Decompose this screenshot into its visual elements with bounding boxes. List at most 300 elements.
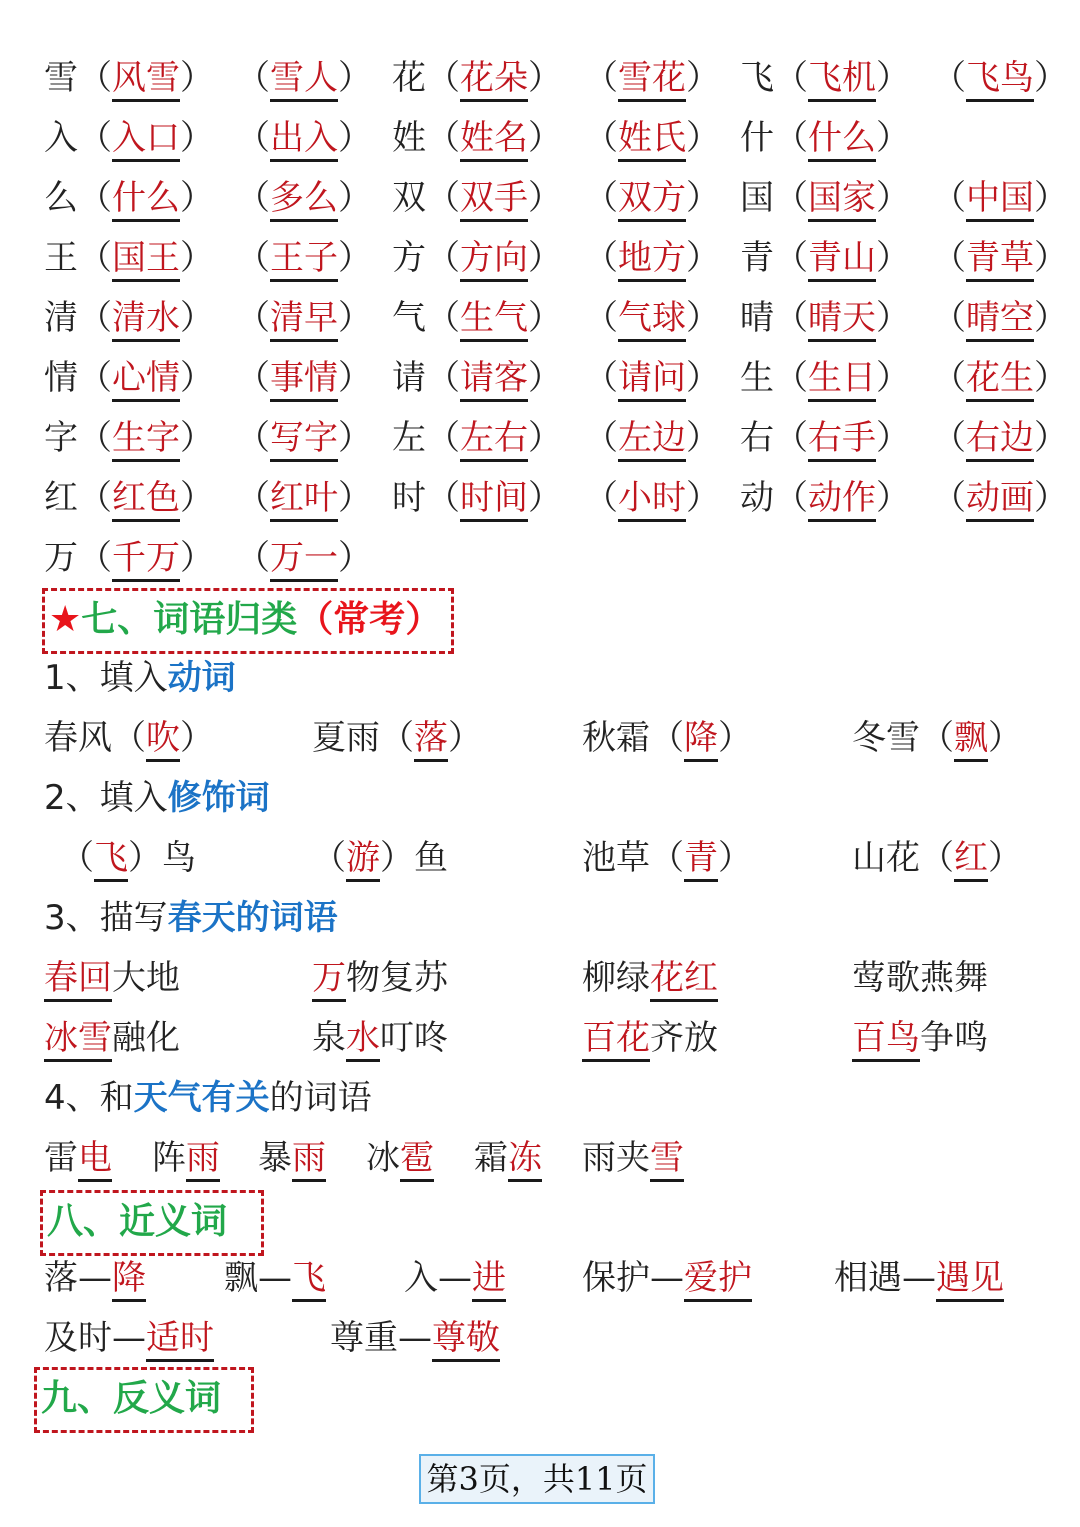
section-7-title: 七、词语归类 — [81, 599, 298, 640]
paren: （ — [426, 358, 460, 398]
spring-phrase — [44, 1008, 180, 1068]
paren: ） — [338, 118, 372, 158]
answer-word: 飞 — [94, 838, 128, 882]
character-entry — [392, 468, 562, 528]
character-entry — [44, 168, 214, 228]
character-entry-second — [236, 468, 372, 528]
item-text: 叮咚 — [380, 1018, 448, 1058]
paren: （ — [774, 178, 808, 218]
item-text: 阵 — [152, 1138, 186, 1178]
worksheet-page: 雪（风雪） （雪人） 花（花朵） （雪花） 飞（飞机） （飞鸟） 入（入口） （出入） 姓（姓名） （姓氏） 什（什么） 么（什么） （多么） 双（双手） （双方） 国（国家） （中国） 王（国王） （王子） 方（方向） （地方） 青（青山） （青草） 清（清水） （清早） 气（生气） （气球） 晴（晴天） （晴空） 情（心情） （事情） 请（请客） （请问） 生（生日） （花生） 字（生字） （写字） 左（左右） （左边） 右（右手） （右边） 红（红色） （红叶） 时（时间） （小时） 动（动作） （动画） 万（千万） （万一） ★七、词语归类（常考） 1、填入动词 春风（吹） 夏雨（落） 秋霜（降） 冬雪（飘） 2、填入修饰词 （飞）鸟 （游）鱼 池草（青） 山花（红） 3、描写春天的词语 春回大地 万物复苏 柳绿花红 莺歌燕舞 冰雪融化 泉水叮咚 百花齐放 百鸟争鸣 4、和天气有关的词语 雷电 阵雨 暴雨 冰雹 霜冻 雨夹雪 八、近义词 落—降 飘—飞 入—进 保护—爱护 相遇—遇见 及时—适时 尊重—尊敬 九、反义词 第3页，共11页 — [0, 0, 1080, 1527]
item-text: 暴 — [258, 1138, 292, 1178]
paren: ） — [180, 298, 214, 338]
paren: （ — [78, 58, 112, 98]
paren: （ — [584, 478, 618, 518]
answer-word: 爱护 — [684, 1258, 752, 1302]
spring-phrase — [852, 948, 988, 1008]
character-entry — [740, 408, 910, 468]
base-character: 气 — [392, 298, 426, 338]
paren: （ — [78, 298, 112, 338]
character-entry-second — [236, 108, 372, 168]
character-entry — [740, 348, 910, 408]
answer-word: 王子 — [270, 238, 338, 282]
item-text: 融化 — [112, 1018, 180, 1058]
answer-word: 国家 — [808, 178, 876, 222]
verb-item — [312, 708, 482, 768]
character-entry-second — [932, 168, 1068, 228]
base-character: 雪 — [44, 58, 78, 98]
answer-word: 适时 — [146, 1318, 214, 1362]
synonym-pair — [44, 1248, 146, 1308]
answer-word: 飞机 — [808, 58, 876, 102]
answer-word: 生气 — [460, 298, 528, 342]
character-entry — [740, 288, 910, 348]
character-entry — [44, 408, 214, 468]
spring-phrase — [582, 948, 718, 1008]
item-text: ）鸟 — [128, 838, 196, 878]
item-text: 落— — [44, 1258, 112, 1298]
answer-word: 多么 — [270, 178, 338, 222]
item-text: 相遇— — [834, 1258, 936, 1298]
item-text: 春风（ — [44, 718, 146, 758]
synonym-pair — [834, 1248, 1004, 1308]
paren: （ — [774, 118, 808, 158]
item-text: 山花（ — [852, 838, 954, 878]
answer-word: 雪人 — [270, 58, 338, 102]
paren: ） — [876, 418, 910, 458]
item-text: 入— — [404, 1258, 472, 1298]
item-text: 物复苏 — [346, 958, 448, 998]
character-entry-second — [932, 228, 1068, 288]
answer-word: 动画 — [966, 478, 1034, 522]
synonym-pair — [224, 1248, 326, 1308]
answer-word: 百花 — [582, 1018, 650, 1062]
paren: （ — [584, 298, 618, 338]
answer-word: 事情 — [270, 358, 338, 402]
paren: ） — [876, 118, 910, 158]
base-character: 姓 — [392, 118, 426, 158]
weather-word — [366, 1128, 434, 1188]
paren: ） — [180, 358, 214, 398]
answer-word: 红 — [954, 838, 988, 882]
paren: （ — [932, 478, 966, 518]
question-4-keyword: 天气有关 — [133, 1078, 270, 1118]
paren: （ — [236, 418, 270, 458]
character-entry-second — [584, 408, 720, 468]
paren: ） — [686, 118, 720, 158]
answer-word: 出入 — [270, 118, 338, 162]
answer-word: 雨 — [186, 1138, 220, 1182]
answer-word: 飘 — [954, 718, 988, 762]
answer-word: 清水 — [112, 298, 180, 342]
answer-word: 进 — [472, 1258, 506, 1302]
item-text: ）鱼 — [380, 838, 448, 878]
answer-word: 请客 — [460, 358, 528, 402]
base-character: 花 — [392, 58, 426, 98]
base-character: 时 — [392, 478, 426, 518]
character-entry — [392, 288, 562, 348]
answer-word: 春回 — [44, 958, 112, 1002]
paren: （ — [426, 418, 460, 458]
character-entry-second — [584, 168, 720, 228]
paren: ） — [338, 478, 372, 518]
character-entry-second — [584, 108, 720, 168]
item-text: 莺歌燕舞 — [852, 958, 988, 998]
character-entry-second — [584, 288, 720, 348]
paren: （ — [932, 178, 966, 218]
spring-phrase — [44, 948, 180, 1008]
answer-word: 双手 — [460, 178, 528, 222]
paren: ） — [338, 178, 372, 218]
paren: ） — [180, 238, 214, 278]
character-entry-second — [584, 228, 720, 288]
page-number-footer: 第3页，共11页 — [419, 1454, 655, 1504]
answer-word: 什么 — [808, 118, 876, 162]
paren: （ — [932, 298, 966, 338]
answer-word: 动作 — [808, 478, 876, 522]
base-character: 生 — [740, 358, 774, 398]
character-entry-second — [236, 228, 372, 288]
modifier-item — [60, 828, 196, 888]
answer-word: 雨 — [292, 1138, 326, 1182]
answer-word: 右手 — [808, 418, 876, 462]
base-character: 红 — [44, 478, 78, 518]
item-text: 泉 — [312, 1018, 346, 1058]
paren: ） — [338, 538, 372, 578]
paren: （ — [426, 478, 460, 518]
paren: ） — [876, 298, 910, 338]
character-entry-second — [932, 468, 1068, 528]
paren: ） — [180, 58, 214, 98]
base-character: 入 — [44, 118, 78, 158]
character-entry — [740, 468, 910, 528]
item-text: ） — [988, 718, 1022, 758]
answer-word: 中国 — [966, 178, 1034, 222]
character-entry — [740, 108, 910, 168]
base-character: 字 — [44, 418, 78, 458]
synonym-pair — [330, 1308, 500, 1368]
paren: ） — [338, 58, 372, 98]
spring-phrase — [312, 948, 448, 1008]
item-text: ） — [988, 838, 1022, 878]
paren: （ — [932, 358, 966, 398]
paren: ） — [180, 418, 214, 458]
answer-word: 降 — [684, 718, 718, 762]
character-entry-second — [236, 408, 372, 468]
answer-word: 写字 — [270, 418, 338, 462]
section-7-heading — [42, 588, 454, 654]
item-text: 冰 — [366, 1138, 400, 1178]
answer-word: 冻 — [508, 1138, 542, 1182]
base-character: 么 — [44, 178, 78, 218]
paren: ） — [338, 358, 372, 398]
paren: ） — [528, 298, 562, 338]
paren: ） — [338, 418, 372, 458]
paren: （ — [236, 238, 270, 278]
answer-word: 尊敬 — [432, 1318, 500, 1362]
paren: （ — [932, 418, 966, 458]
paren: （ — [584, 178, 618, 218]
character-entry-second — [236, 48, 372, 108]
base-character: 请 — [392, 358, 426, 398]
item-text: ） — [718, 838, 752, 878]
character-entry — [740, 228, 910, 288]
paren: ） — [528, 118, 562, 158]
paren: （ — [78, 358, 112, 398]
paren: （ — [426, 58, 460, 98]
paren: （ — [236, 538, 270, 578]
modifier-item — [582, 828, 752, 888]
answer-word: 百鸟 — [852, 1018, 920, 1062]
paren: ） — [1034, 298, 1068, 338]
paren: （ — [426, 118, 460, 158]
paren: ） — [528, 58, 562, 98]
item-text: 尊重— — [330, 1318, 432, 1358]
question-3-keyword: 春天的词语 — [167, 898, 338, 938]
section-8-title: 八、近义词 — [47, 1201, 228, 1242]
base-character: 什 — [740, 118, 774, 158]
paren: （ — [774, 58, 808, 98]
verb-item — [852, 708, 1022, 768]
paren: ） — [876, 478, 910, 518]
answer-word: 生日 — [808, 358, 876, 402]
paren: ） — [528, 418, 562, 458]
character-entry-second — [236, 168, 372, 228]
character-entry-second — [584, 348, 720, 408]
answer-word: 雹 — [400, 1138, 434, 1182]
answer-word: 地方 — [618, 238, 686, 282]
paren: ） — [876, 58, 910, 98]
character-entry-second — [236, 288, 372, 348]
paren: ） — [686, 298, 720, 338]
answer-word: 花朵 — [460, 58, 528, 102]
question-2-keyword: 修饰词 — [167, 778, 270, 818]
character-entry — [392, 48, 562, 108]
character-entry-second — [932, 288, 1068, 348]
character-entry — [44, 288, 214, 348]
character-entry — [44, 348, 214, 408]
paren: ） — [1034, 418, 1068, 458]
answer-word: 晴空 — [966, 298, 1034, 342]
answer-word: 飞鸟 — [966, 58, 1034, 102]
paren: ） — [180, 478, 214, 518]
item-text: 雷 — [44, 1138, 78, 1178]
answer-word: 降 — [112, 1258, 146, 1302]
paren: ） — [1034, 358, 1068, 398]
paren: （ — [78, 238, 112, 278]
answer-word: 花生 — [966, 358, 1034, 402]
paren: （ — [774, 238, 808, 278]
answer-word: 红色 — [112, 478, 180, 522]
paren: ） — [528, 178, 562, 218]
answer-word: 飞 — [292, 1258, 326, 1302]
item-text: 雨夹 — [582, 1138, 650, 1178]
base-character: 动 — [740, 478, 774, 518]
paren: （ — [236, 178, 270, 218]
base-character: 右 — [740, 418, 774, 458]
answer-word: 小时 — [618, 478, 686, 522]
paren: （ — [78, 478, 112, 518]
paren: （ — [426, 298, 460, 338]
paren: ） — [180, 538, 214, 578]
section-9-heading — [34, 1367, 254, 1433]
modifier-item — [852, 828, 1022, 888]
base-character: 清 — [44, 298, 78, 338]
weather-word — [152, 1128, 220, 1188]
paren: （ — [932, 238, 966, 278]
modifier-item — [312, 828, 448, 888]
item-text: 飘— — [224, 1258, 292, 1298]
item-text: 齐放 — [650, 1018, 718, 1058]
base-character: 晴 — [740, 298, 774, 338]
answer-word: 生字 — [112, 418, 180, 462]
base-character: 方 — [392, 238, 426, 278]
paren: （ — [584, 118, 618, 158]
base-character: 左 — [392, 418, 426, 458]
answer-word: 晴天 — [808, 298, 876, 342]
character-entry-second — [932, 48, 1068, 108]
base-character: 国 — [740, 178, 774, 218]
answer-word: 双方 — [618, 178, 686, 222]
item-text: 保护— — [582, 1258, 684, 1298]
synonym-pair — [582, 1248, 752, 1308]
paren: ） — [180, 178, 214, 218]
spring-phrase — [582, 1008, 718, 1068]
paren: （ — [584, 58, 618, 98]
paren: ） — [1034, 58, 1068, 98]
answer-word: 花红 — [650, 958, 718, 1002]
answer-word: 青山 — [808, 238, 876, 282]
answer-word: 入口 — [112, 118, 180, 162]
item-text: 冬雪（ — [852, 718, 954, 758]
answer-word: 青草 — [966, 238, 1034, 282]
character-entry — [44, 48, 214, 108]
item-text: 大地 — [112, 958, 180, 998]
answer-word: 姓名 — [460, 118, 528, 162]
paren: （ — [236, 118, 270, 158]
section-9-title: 九、反义词 — [41, 1378, 222, 1419]
answer-word: 雪 — [650, 1138, 684, 1182]
item-text: 及时— — [44, 1318, 146, 1358]
answer-word: 心情 — [112, 358, 180, 402]
answer-word: 遇见 — [936, 1258, 1004, 1302]
weather-word — [44, 1128, 112, 1188]
paren: （ — [236, 58, 270, 98]
paren: ） — [686, 238, 720, 278]
answer-word: 请问 — [618, 358, 686, 402]
question-1-keyword: 动词 — [167, 658, 236, 698]
answer-word: 风雪 — [112, 58, 180, 102]
character-entry — [392, 168, 562, 228]
character-entry — [740, 48, 910, 108]
paren: （ — [774, 358, 808, 398]
character-entry-second — [932, 408, 1068, 468]
character-entry-second — [584, 468, 720, 528]
answer-word: 时间 — [460, 478, 528, 522]
paren: ） — [686, 178, 720, 218]
answer-word: 右边 — [966, 418, 1034, 462]
paren: （ — [774, 418, 808, 458]
paren: ） — [876, 238, 910, 278]
paren: （ — [426, 238, 460, 278]
weather-word — [582, 1128, 684, 1188]
paren: （ — [78, 418, 112, 458]
answer-word: 落 — [414, 718, 448, 762]
paren: ） — [1034, 238, 1068, 278]
character-entry — [392, 348, 562, 408]
paren: （ — [774, 478, 808, 518]
answer-word: 冰雪 — [44, 1018, 112, 1062]
character-entry-second — [584, 48, 720, 108]
item-text: ） — [718, 718, 752, 758]
answer-word: 姓氏 — [618, 118, 686, 162]
answer-word: 气球 — [618, 298, 686, 342]
base-character: 情 — [44, 358, 78, 398]
paren: （ — [584, 358, 618, 398]
character-entry — [740, 168, 910, 228]
spring-phrase — [852, 1008, 988, 1068]
base-character: 万 — [44, 538, 78, 578]
character-entry-second — [236, 348, 372, 408]
character-entry-second — [932, 348, 1068, 408]
item-text: 夏雨（ — [312, 718, 414, 758]
spring-phrase — [312, 1008, 448, 1068]
answer-word: 方向 — [460, 238, 528, 282]
paren: ） — [686, 58, 720, 98]
base-character: 王 — [44, 238, 78, 278]
character-entry — [392, 108, 562, 168]
paren: ） — [1034, 478, 1068, 518]
answer-word: 万一 — [270, 538, 338, 582]
character-entry — [44, 108, 214, 168]
weather-word — [474, 1128, 542, 1188]
item-text: 秋霜（ — [582, 718, 684, 758]
base-character: 飞 — [740, 58, 774, 98]
answer-word: 雪花 — [618, 58, 686, 102]
paren: （ — [774, 298, 808, 338]
item-text: 池草（ — [582, 838, 684, 878]
answer-word: 左边 — [618, 418, 686, 462]
paren: ） — [338, 298, 372, 338]
character-entry-second — [236, 528, 372, 588]
answer-word: 红叶 — [270, 478, 338, 522]
weather-word — [258, 1128, 326, 1188]
paren: ） — [338, 238, 372, 278]
paren: （ — [584, 238, 618, 278]
paren: （ — [78, 118, 112, 158]
item-text: 霜 — [474, 1138, 508, 1178]
item-text: （ — [312, 838, 346, 878]
base-character: 双 — [392, 178, 426, 218]
star-icon: ★ — [49, 599, 82, 640]
answer-word: 左右 — [460, 418, 528, 462]
section-7-note: （常考） — [297, 599, 442, 640]
synonym-pair — [404, 1248, 506, 1308]
paren: （ — [236, 478, 270, 518]
paren: （ — [78, 178, 112, 218]
answer-word: 水 — [346, 1018, 380, 1062]
character-entry — [44, 228, 214, 288]
paren: （ — [426, 178, 460, 218]
paren: ） — [528, 238, 562, 278]
paren: （ — [584, 418, 618, 458]
character-entry — [44, 468, 214, 528]
answer-word: 电 — [78, 1138, 112, 1182]
answer-word: 清早 — [270, 298, 338, 342]
paren: ） — [528, 358, 562, 398]
item-text: 柳绿 — [582, 958, 650, 998]
base-character: 青 — [740, 238, 774, 278]
